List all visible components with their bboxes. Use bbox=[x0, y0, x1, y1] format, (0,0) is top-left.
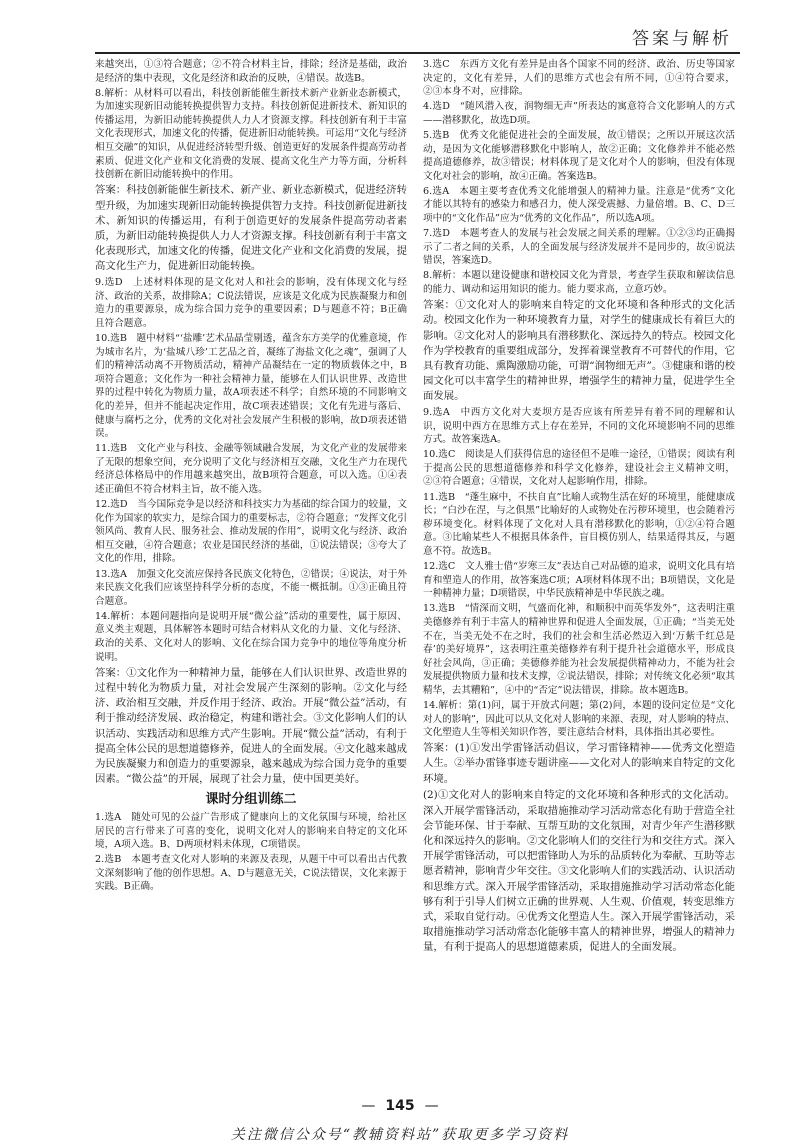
footer-note: 关注微信公众号“教辅资料站”获取更多学习资料 bbox=[230, 1127, 570, 1143]
paragraph: 14.解析：第(1)问，属于开放式问题；第(2)问，本题的设问定位是“文化对人的影响”，因此可以从文化对人影响的来源、表现，对人影响的特点、文化塑造人生等相关知识作答，要注意结合材料，具体指出其必要性。 bbox=[423, 699, 735, 739]
paragraph: 10.选C 阅读是人们获得信息的途径但不是唯一途径，①错误；阅读有利于提高公民的思想道德修养和科学文化修养，建设社会主义精神文明，②③符合题意；④错误，文化对人起影响作用，排除。 bbox=[423, 449, 735, 488]
paragraph: 12.选C 文人雅士借“岁寒三友”表达自己对品德的追求，说明文化具有培育和塑造人的作用，故答案选C项；A项材料体现不出；B项错误，文化是一种精神力量；D项错误，中华民族精神是中华民族之魂。 bbox=[423, 561, 735, 600]
left-column bbox=[95, 58, 407, 1098]
paragraph: 11.选B “蓬生麻中，不扶自直”比喻人或物生活在好的环境里，能健康成长；“白沙在涅，与之俱黑”比喻好的人或物处在污秽环境里，也会随着污秽环境变化。材料体现了文化对人具有潜移默化的影响，①②④符合题意。③比喻某些人不根据具体条件，盲目模仿别人，结果适得其反，与题意不符。故选B。 bbox=[423, 491, 735, 557]
paragraph: 10.选B 题中材料“‘盐雕’艺术品晶莹剔透，蕴含东方美学的优雅意境，作为城市名片，为‘盐城八珍’工艺品之首，凝练了海盐文化之魂”，强调了人们的精神活动离不开物质活动，精神产品凝结在一定的物质载体之中，B项符合题意；文化作为一种社会精神力量，能够在人们认识世界、改造世界的过程中转化为物质力量，故A项表述不科学；自然环境的不同影响文化的差异，但并不能起决定作用，故C项表述错误；文化有先进与落后、健康与腐朽之分，优秀的文化对社会发展产生积极的影响，故D项表述错误。 bbox=[95, 332, 407, 440]
paragraph: 1.选A 随处可见的公益广告形成了健康向上的文化氛围与环境，给社区居民的言行带来了可喜的变化，说明文化对人的影响来自特定的文化环境，A项入选。B、D两项材料未体现，C项错误。 bbox=[95, 811, 407, 851]
header-title: 答案与解析 bbox=[632, 29, 732, 49]
paragraph: 4.选D “随风潜入夜，润物细无声”所表达的寓意符合文化影响人的方式——潜移默化，故选D项。 bbox=[423, 101, 735, 126]
paragraph: 12.选D 当今国际竞争是以经济和科技实力为基础的综合国力的较量，文化作为国家的软实力，是综合国力的重要标志，②符合题意；“发挥文化引领风尚、教育人民、服务社会、推动发展的作用”，说明文化与经济、政治相互交融，④符合题意；农业是国民经济的基础，①说法错误；③夸大了文化的作用，排除。 bbox=[95, 499, 407, 565]
page-number-value: 145 bbox=[385, 1098, 415, 1114]
paragraph: 6.选A 本题主要考查优秀文化能增强人的精神力量。注意是“优秀”文化才能以其特有的感染力和感召力，使人深受震撼、力量倍增。B、C、D三项中的“文化作品”应为“优秀的文化作品”，所以选A项。 bbox=[423, 185, 735, 225]
paragraph: 8.解析：从材料可以看出，科技创新能催生新技术新产业新业态新模式，为加速实现新旧动能转换提供智力支持。科技创新促进新技术、新知识的传播运用，为新旧动能转换提供人力人才资源支撑。科技创新有利于丰富文化表现形式，加速文化的传播，促进新旧动能转换。可运用“文化与经济相互交融”的知识，从促进经济转型升级、创造更好的发展条件提高劳动者素质、促进文化产业和文化消费的发展、提高文化生产力等方面，分析科技创新在新旧动能转换中的作用。 bbox=[95, 87, 407, 181]
right-column bbox=[423, 58, 735, 1098]
paragraph: 7.选D 本题考查人的发展与社会发展之间关系的理解。①②③均正确揭示了二者之间的关系，人的全面发展与经济发展并不是同步的，故④说法错误，答案选D。 bbox=[423, 228, 735, 267]
section-heading: 课时分组训练二 bbox=[205, 792, 297, 808]
content-columns bbox=[95, 58, 735, 1098]
paragraph: 来越突出，①③符合题意；②不符合材料主旨，排除；经济是基础，政治是经济的集中表现，文化是经济和政治的反映，④错误。故选B。 bbox=[95, 59, 407, 84]
answer-paragraph: 答案：(1)①发出学雷锋活动倡议，学习雷锋精神——优秀文化塑造人生。②举办雷锋事迹专题讲座——文化对人的影响来自特定的文化环境。 bbox=[423, 742, 735, 785]
answer-paragraph: 答案：①文化作为一种精神力量，能够在人们认识世界、改造世界的过程中转化为物质力量，对社会发展产生深刻的影响。②文化与经济、政治相互交融，并反作用于经济、政治。开展“微公益”活动，有利于推动经济发展、政治稳定，构建和谐社会。③文化影响人们的认识活动、实践活动和思维方式产生影响。开展“微公益”活动，有利于提高全体公民的思想道德修养，促进人的全面发展。④文化越来越成为民族凝聚力和创造力的重要源泉，越来越成为综合国力竞争的重要因素。“微公益”的开展，展现了社会力量，使中国更美好。 bbox=[95, 666, 407, 786]
paragraph: 13.选A 加强文化交流应保持各民族文化特色，②错误；④说法，对于外来民族文化我们应该坚持科学分析的态度，不能一概抵制。①③正确且符合题意。 bbox=[95, 568, 407, 607]
paragraph: 2.选B 本题考查文化对人影响的来源及表现，从题干中可以看出古代教文深刻影响了他的创作思想。A、D与题意无关，C说法错误，文化来源于实践。B正确。 bbox=[95, 854, 407, 893]
paragraph: 3.选C 东西方文化有差异是由各个国家不同的经济、政治、历史等国家决定的，文化有差异，人们的思维方式也会有所不同，①④符合要求，②③本身不对，应排除。 bbox=[423, 59, 735, 98]
paragraph: 9.选A 中西方文化对大麦坝方是否应该有所差异有着不同的理解和认识，说明中西方在思维方式上存在差异，不同的文化环境影响不同的思维方式。故答案选A。 bbox=[423, 407, 735, 446]
paragraph: 9.选D 上述材料体现的是文化对人和社会的影响，没有体现文化与经济、政治的关系，故排除A；C说法错误，应该是文化成为民族凝聚力和创造力的重要源泉，成为综合国力竞争的重要因素；D与题意不符；B正确且符合题意。 bbox=[95, 277, 407, 329]
answer-paragraph: 答案：科技创新能催生新技术、新产业、新业态新模式，促进经济转型升级，为加速实现新旧动能转换提供智力支持。科技创新促进新技术、新知识的传播运用，有利于创造更好的发展条件提高劳动者素质，为新旧动能转换提供人力人才资源支撑。科技创新有利于丰富文化表现形式，加速文化的传播，促进文化产业和文化消费的发展，提高文化生产力，促进新旧动能转换。 bbox=[95, 184, 407, 273]
paragraph: 14.解析：本题问题指向是说明开展“微公益”活动的重要性，属于原因、意义类主观题，具体解答本题时可结合材料从文化的力量、文化与经济、政治的关系、文化对人的影响、文化在综合国力竞争中的地位等角度分析说明。 bbox=[95, 610, 407, 663]
answer-paragraph: (2)①文化对人的影响来自特定的文化环境和各种形式的文化活动。深入开展学雷锋活动，采取措施推动学习活动常态化有助于营造全社会节能环保、甘于奉献、互帮互助的文化氛围，对青少年产生潜移默化和深远持久的影响。②文化影响人们的交往行为和交往方式。深入开展学雷锋活动，可以把雷锋助人为乐的品质转化为奉献、互助等志愿者精神，影响青少年交往。③文化影响人们的实践活动、认识活动和思维方式。深入开展学雷锋活动，采取措施推动学习活动常态化能够有利于引导人们树立正确的世界观、人生观、价值观，转变思维方式，采取自觉行动。④优秀文化塑造人生。深入开展学雷锋活动，采取措施推动学习活动常态化能够丰富人的精神世界，增强人的精神力量，有利于提高人的思想道德素质，促进人的全面发展。 bbox=[423, 789, 735, 954]
paragraph: 5.选B 优秀文化能促进社会的全面发展，故①错误；之所以开展这次活动，是因为文化能够潜移默化中影响人，故②正确；文化修养并不能必然提高道德修养，故③错误；材料体现了是文化对个人的影响，但没有体现文化对社会的影响，故④正确。答案选B。 bbox=[423, 129, 735, 182]
page-header bbox=[95, 18, 740, 54]
paragraph: 11.选B 文化产业与科技、金融等领域融合发展，为文化产业的发展带来了无限的想象空间，充分说明了文化与经济相互交融，文化生产力在现代经济总体格局中的作用越来越突出，故B项符合题意，可以入选。①④表述正确但不符合材料主旨，故不能入选。 bbox=[95, 443, 407, 495]
paragraph: 13.选B “情深而文明，气盛而化神，和顺积中而英华发外”，这表明注重美德修养有利于丰富人的精神世界和促进人全面发展，①正确；“当美无处不在，当美无处不在之时，我们的社会和生活必然迈入到‘万紫千红总是春’的美好境界”，这表明注重美德修养有利于提升社会道德水平，形成良好社会风尚，③正确；美德修养能为社会发展提供精神动力，不能为社会发展提供物质力量和技术支撑，②说法错误，排除；对传统文化必须“取其精华，去其糟粕”，④中的“否定”说法错误，排除。故本题选B。 bbox=[423, 603, 735, 696]
paragraph: 8.解析：本题以建设健康和谐校园文化为背景，考查学生获取和解读信息的能力、调动和运用知识的能力。能力要求高，立意巧妙。 bbox=[423, 270, 735, 295]
answer-paragraph: 答案：①文化对人的影响来自特定的文化环境和各种形式的文化活动。校园文化作为一种环境教育力量，对学生的健康成长有着巨大的影响。②文化对人的影响具有潜移默化、深远持久的特点。校园文化作为学校教育的重要组成部分，发挥着课堂教育不可替代的作用，它具有教育功能、熏陶激励功能，可谓“润物细无声”。③健康和谐的校园文化可以丰富学生的精神世界，增强学生的精神力量，促进学生全面发展。 bbox=[423, 299, 735, 403]
page-number: — 145 — bbox=[361, 1098, 439, 1114]
